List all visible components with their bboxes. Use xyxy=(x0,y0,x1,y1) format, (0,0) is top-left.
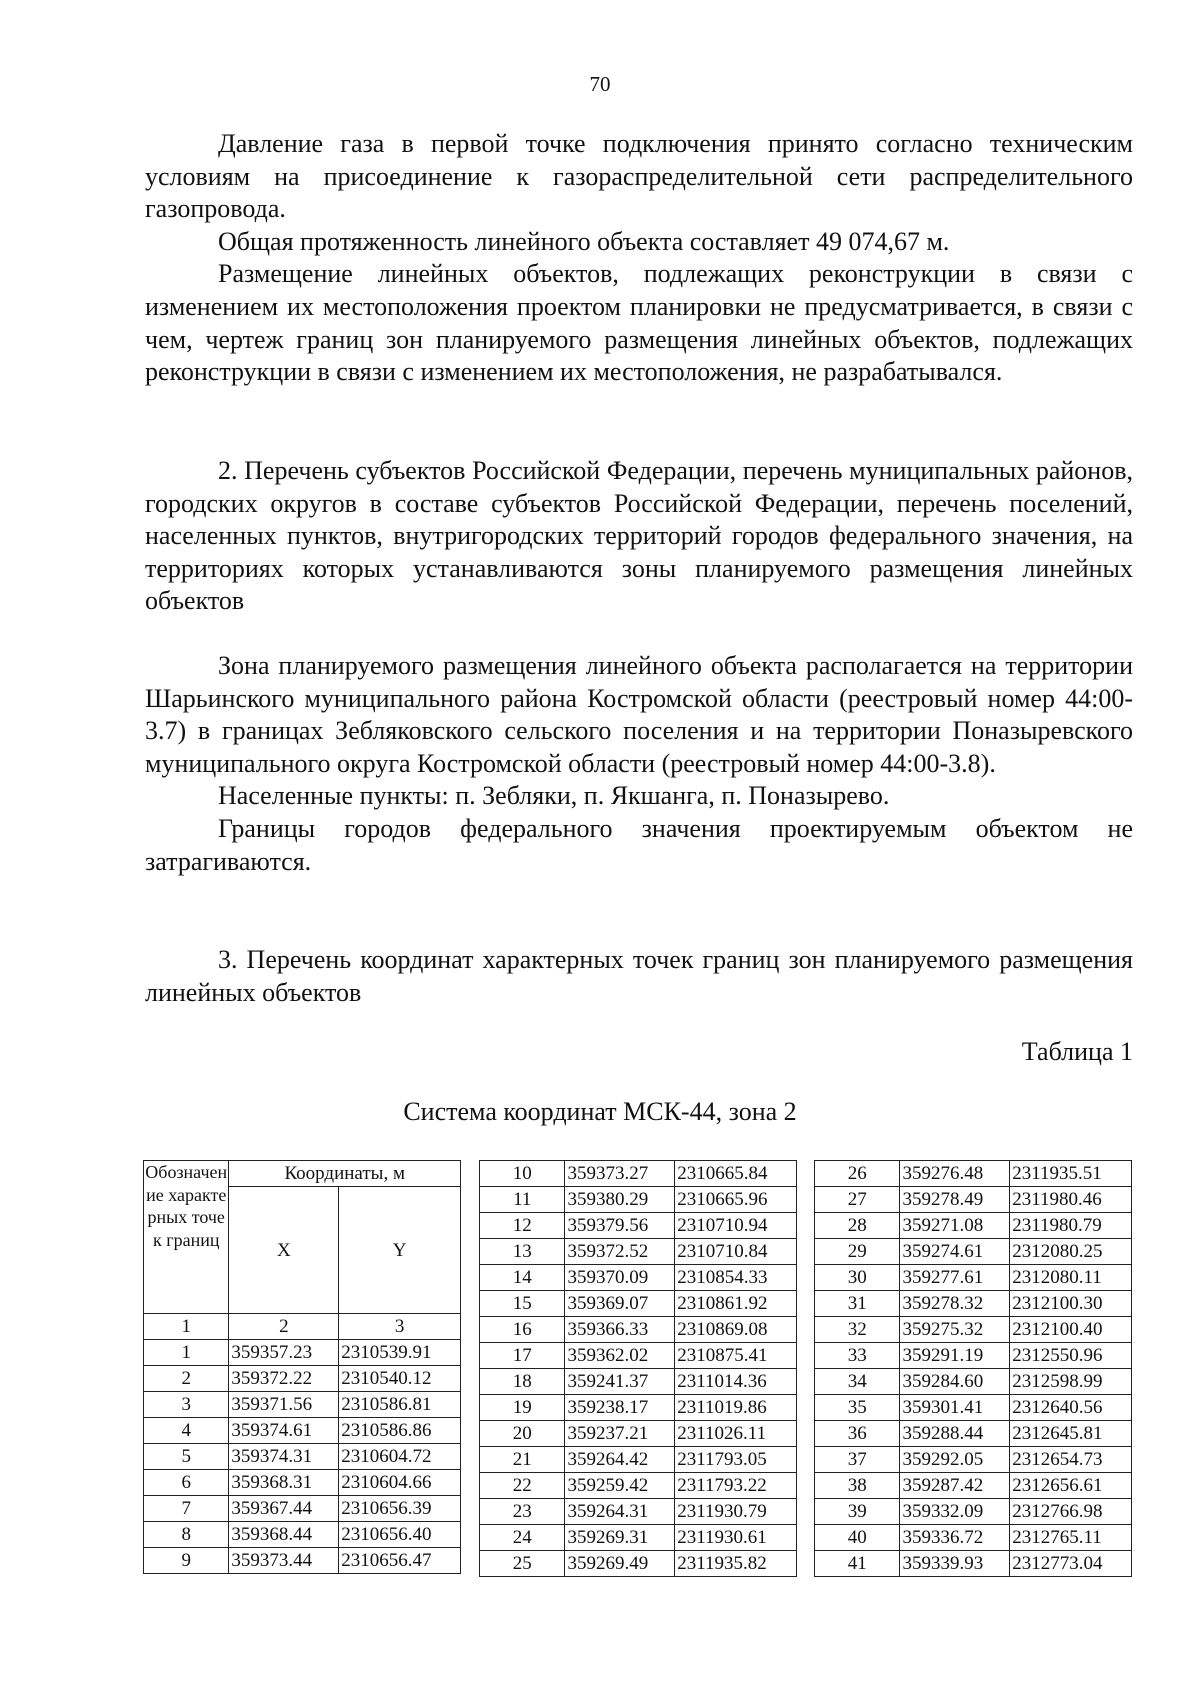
y-coordinate-cell: 2311930.79 xyxy=(675,1499,797,1525)
point-number-cell: 18 xyxy=(480,1369,565,1395)
y-coordinate-cell: 2310875.41 xyxy=(675,1343,797,1369)
y-coordinate-cell: 2312766.98 xyxy=(1010,1499,1132,1525)
table-row xyxy=(815,1291,1132,1317)
y-coordinate-cell: 2310665.96 xyxy=(675,1187,797,1213)
y-coordinate-cell: 2310710.84 xyxy=(675,1239,797,1265)
table-row xyxy=(815,1447,1132,1473)
table-row xyxy=(480,1291,797,1317)
paragraph: Зона планируемого размещения линейного объекта располагается на территории Шарьинского муниципального района Костромской области (реестровый номер 44:00-3.7) в границах Зебляковского сельского поселения и на территории Поназыревского муниципального округа Костромской области (реестровый номер 44:00-3.8). xyxy=(145,651,1133,778)
coordinates-table-part-3 xyxy=(814,1160,1132,1577)
table-row xyxy=(815,1525,1132,1551)
y-coordinate-cell: 2312598.99 xyxy=(1010,1369,1132,1395)
table-row xyxy=(480,1317,797,1343)
section-heading: 3. Перечень координат характерных точек границ зон планируемого размещения линейных объектов xyxy=(145,945,1133,1007)
table-row xyxy=(480,1239,797,1265)
x-coordinate-cell: 359368.44 xyxy=(229,1522,339,1548)
table-row xyxy=(815,1499,1132,1525)
x-coordinate-cell: 359374.31 xyxy=(229,1444,339,1470)
point-number-cell: 14 xyxy=(480,1265,565,1291)
y-coordinate-cell: 2310539.91 xyxy=(339,1340,461,1366)
point-number-cell: 16 xyxy=(480,1317,565,1343)
table-body xyxy=(815,1161,1132,1577)
y-coordinate-cell: 2312773.04 xyxy=(1010,1551,1132,1577)
point-number-cell: 35 xyxy=(815,1395,900,1421)
x-coordinate-cell: 359287.42 xyxy=(900,1473,1010,1499)
point-number-cell: 11 xyxy=(480,1187,565,1213)
x-coordinate-cell: 359336.72 xyxy=(900,1525,1010,1551)
y-header: Y xyxy=(339,1187,461,1314)
column-number: 1 xyxy=(144,1314,229,1340)
y-coordinate-cell: 2310861.92 xyxy=(675,1291,797,1317)
point-number-cell: 9 xyxy=(144,1548,229,1574)
y-coordinate-cell: 2312080.25 xyxy=(1010,1239,1132,1265)
point-number-cell: 40 xyxy=(815,1525,900,1551)
x-header: X xyxy=(229,1187,339,1314)
y-coordinate-cell: 2310586.86 xyxy=(339,1418,461,1444)
x-coordinate-cell: 359275.32 xyxy=(900,1317,1010,1343)
table-row xyxy=(144,1340,461,1366)
x-coordinate-cell: 359278.32 xyxy=(900,1291,1010,1317)
table-row xyxy=(480,1525,797,1551)
y-coordinate-cell: 2312100.40 xyxy=(1010,1317,1132,1343)
y-coordinate-cell: 2311935.82 xyxy=(675,1551,797,1577)
y-coordinate-cell: 2311930.61 xyxy=(675,1525,797,1551)
table-row xyxy=(815,1551,1132,1577)
table-row xyxy=(480,1265,797,1291)
point-number-cell: 4 xyxy=(144,1418,229,1444)
y-coordinate-cell: 2312656.61 xyxy=(1010,1473,1132,1499)
y-coordinate-cell: 2311793.05 xyxy=(675,1447,797,1473)
x-coordinate-cell: 359291.19 xyxy=(900,1343,1010,1369)
section-heading: 2. Перечень субъектов Российской Федерации, перечень муниципальных районов, городских округов в составе субъектов Российской Федерации, перечень поселений, населенных пунктов, внутригородских территорий городов федерального значения, на территориях которых устанавливаются зоны планируемого размещения линейных объектов xyxy=(145,456,1133,616)
point-number-cell: 29 xyxy=(815,1239,900,1265)
x-coordinate-cell: 359370.09 xyxy=(565,1265,675,1291)
table-row xyxy=(480,1473,797,1499)
y-coordinate-cell: 2311980.79 xyxy=(1010,1213,1132,1239)
point-number-cell: 31 xyxy=(815,1291,900,1317)
body-text-block-1 xyxy=(145,128,1133,389)
table-row xyxy=(480,1187,797,1213)
page-number: 70 xyxy=(589,72,611,96)
y-coordinate-cell: 2310586.81 xyxy=(339,1392,461,1418)
point-number-cell: 22 xyxy=(480,1473,565,1499)
column-number: 3 xyxy=(339,1314,461,1340)
point-number-cell: 33 xyxy=(815,1343,900,1369)
point-number-cell: 7 xyxy=(144,1496,229,1522)
table-row xyxy=(815,1317,1132,1343)
x-coordinate-cell: 359284.60 xyxy=(900,1369,1010,1395)
table-row xyxy=(815,1473,1132,1499)
coordinates-header: Координаты, м xyxy=(229,1161,461,1187)
point-number-cell: 34 xyxy=(815,1369,900,1395)
point-number-cell: 32 xyxy=(815,1317,900,1343)
point-number-cell: 20 xyxy=(480,1421,565,1447)
point-number-cell: 41 xyxy=(815,1551,900,1577)
x-coordinate-cell: 359357.23 xyxy=(229,1340,339,1366)
table-row xyxy=(815,1265,1132,1291)
x-coordinate-cell: 359238.17 xyxy=(565,1395,675,1421)
table-row xyxy=(815,1343,1132,1369)
x-coordinate-cell: 359264.42 xyxy=(565,1447,675,1473)
y-coordinate-cell: 2310869.08 xyxy=(675,1317,797,1343)
paragraph: Давление газа в первой точке подключения принято согласно техническим условиям на присоединение к газораспределительной сети распределительного газопровода. xyxy=(145,129,1133,224)
x-coordinate-cell: 359369.07 xyxy=(565,1291,675,1317)
point-number-cell: 39 xyxy=(815,1499,900,1525)
y-coordinate-cell: 2310710.94 xyxy=(675,1213,797,1239)
point-number-cell: 6 xyxy=(144,1470,229,1496)
point-number-cell: 10 xyxy=(480,1161,565,1187)
table-body xyxy=(480,1161,797,1577)
x-coordinate-cell: 359380.29 xyxy=(565,1187,675,1213)
table-row xyxy=(144,1444,461,1470)
table-row xyxy=(144,1496,461,1522)
point-number-cell: 30 xyxy=(815,1265,900,1291)
table-row xyxy=(480,1447,797,1473)
y-coordinate-cell: 2312645.81 xyxy=(1010,1421,1132,1447)
table-row xyxy=(815,1187,1132,1213)
x-coordinate-cell: 359277.61 xyxy=(900,1265,1010,1291)
table-row xyxy=(144,1470,461,1496)
x-coordinate-cell: 359374.61 xyxy=(229,1418,339,1444)
table-row xyxy=(815,1239,1132,1265)
paragraph: Размещение линейных объектов, подлежащих реконструкции в связи с изменением их местоположения проектом планировки не предусматривается, в связи с чем, чертеж границ зон планируемого размещения линейных объектов, подлежащих реконструкции в связи с изменением их местоположения, не разрабатывался. xyxy=(145,259,1133,387)
table-row xyxy=(480,1499,797,1525)
x-coordinate-cell: 359368.31 xyxy=(229,1470,339,1496)
x-coordinate-cell: 359366.33 xyxy=(565,1317,675,1343)
x-coordinate-cell: 359278.49 xyxy=(900,1187,1010,1213)
paragraph: Границы городов федерального значения проектируемым объектом не затрагиваются. xyxy=(145,813,1133,876)
point-number-cell: 3 xyxy=(144,1392,229,1418)
y-coordinate-cell: 2310604.66 xyxy=(339,1470,461,1496)
table-row xyxy=(144,1522,461,1548)
y-coordinate-cell: 2310665.84 xyxy=(675,1161,797,1187)
point-number-cell: 37 xyxy=(815,1447,900,1473)
table-row xyxy=(480,1395,797,1421)
x-coordinate-cell: 359271.08 xyxy=(900,1213,1010,1239)
paragraph: Населенные пункты: п. Зебляки, п. Якшанга, п. Поназырево. xyxy=(218,781,890,811)
table-row xyxy=(480,1369,797,1395)
x-coordinate-cell: 359288.44 xyxy=(900,1421,1010,1447)
table-row xyxy=(815,1213,1132,1239)
y-coordinate-cell: 2311935.51 xyxy=(1010,1161,1132,1187)
point-number-cell: 38 xyxy=(815,1473,900,1499)
x-coordinate-cell: 359301.41 xyxy=(900,1395,1010,1421)
x-coordinate-cell: 359373.44 xyxy=(229,1548,339,1574)
y-coordinate-cell: 2312100.30 xyxy=(1010,1291,1132,1317)
point-number-cell: 2 xyxy=(144,1366,229,1392)
point-number-cell: 19 xyxy=(480,1395,565,1421)
x-coordinate-cell: 359241.37 xyxy=(565,1369,675,1395)
point-number-cell: 8 xyxy=(144,1522,229,1548)
point-number-cell: 5 xyxy=(144,1444,229,1470)
table-row xyxy=(144,1548,461,1574)
point-number-cell: 27 xyxy=(815,1187,900,1213)
point-number-cell: 28 xyxy=(815,1213,900,1239)
point-number-cell: 17 xyxy=(480,1343,565,1369)
y-coordinate-cell: 2311019.86 xyxy=(675,1395,797,1421)
coordinate-system-caption: Система координат МСК-44, зона 2 xyxy=(403,1097,797,1126)
y-coordinate-cell: 2312080.11 xyxy=(1010,1265,1132,1291)
y-coordinate-cell: 2310854.33 xyxy=(675,1265,797,1291)
x-coordinate-cell: 359264.31 xyxy=(565,1499,675,1525)
y-coordinate-cell: 2310656.39 xyxy=(339,1496,461,1522)
table-row xyxy=(480,1343,797,1369)
table-row xyxy=(815,1421,1132,1447)
table-row xyxy=(480,1161,797,1187)
coordinates-table-part-2 xyxy=(479,1160,797,1577)
x-coordinate-cell: 359362.02 xyxy=(565,1343,675,1369)
y-coordinate-cell: 2311980.46 xyxy=(1010,1187,1132,1213)
y-coordinate-cell: 2311793.22 xyxy=(675,1473,797,1499)
x-coordinate-cell: 359371.56 xyxy=(229,1392,339,1418)
point-number-cell: 24 xyxy=(480,1525,565,1551)
section-2-heading xyxy=(145,455,1133,618)
body-text-block-2 xyxy=(145,650,1133,878)
y-coordinate-cell: 2310540.12 xyxy=(339,1366,461,1392)
table-row xyxy=(480,1421,797,1447)
x-coordinate-cell: 359237.21 xyxy=(565,1421,675,1447)
table-row xyxy=(815,1161,1132,1187)
table-row xyxy=(480,1213,797,1239)
point-number-cell: 1 xyxy=(144,1340,229,1366)
x-coordinate-cell: 359276.48 xyxy=(900,1161,1010,1187)
x-coordinate-cell: 359339.93 xyxy=(900,1551,1010,1577)
x-coordinate-cell: 359367.44 xyxy=(229,1496,339,1522)
point-number-cell: 12 xyxy=(480,1213,565,1239)
point-number-cell: 21 xyxy=(480,1447,565,1473)
x-coordinate-cell: 359379.56 xyxy=(565,1213,675,1239)
point-designation-header: Обозначение характерных точек границ xyxy=(144,1161,229,1314)
point-number-cell: 26 xyxy=(815,1161,900,1187)
x-coordinate-cell: 359372.52 xyxy=(565,1239,675,1265)
y-coordinate-cell: 2312654.73 xyxy=(1010,1447,1132,1473)
x-coordinate-cell: 359269.49 xyxy=(565,1551,675,1577)
section-3-heading xyxy=(145,944,1133,1009)
y-coordinate-cell: 2312640.56 xyxy=(1010,1395,1132,1421)
x-coordinate-cell: 359332.09 xyxy=(900,1499,1010,1525)
table-label: Таблица 1 xyxy=(1021,1037,1133,1066)
table-row xyxy=(144,1418,461,1444)
point-number-cell: 15 xyxy=(480,1291,565,1317)
point-number-cell: 23 xyxy=(480,1499,565,1525)
table-row xyxy=(144,1392,461,1418)
x-coordinate-cell: 359269.31 xyxy=(565,1525,675,1551)
y-coordinate-cell: 2311014.36 xyxy=(675,1369,797,1395)
table-row xyxy=(480,1551,797,1577)
paragraph: Общая протяженность линейного объекта составляет 49 074,67 м. xyxy=(218,226,950,256)
table-row xyxy=(815,1369,1132,1395)
x-coordinate-cell: 359292.05 xyxy=(900,1447,1010,1473)
x-coordinate-cell: 359372.22 xyxy=(229,1366,339,1392)
y-coordinate-cell: 2312550.96 xyxy=(1010,1343,1132,1369)
x-coordinate-cell: 359259.42 xyxy=(565,1473,675,1499)
column-number: 2 xyxy=(229,1314,339,1340)
x-coordinate-cell: 359373.27 xyxy=(565,1161,675,1187)
y-coordinate-cell: 2310656.40 xyxy=(339,1522,461,1548)
y-coordinate-cell: 2310656.47 xyxy=(339,1548,461,1574)
y-coordinate-cell: 2311026.11 xyxy=(675,1421,797,1447)
table-row xyxy=(144,1366,461,1392)
point-number-cell: 36 xyxy=(815,1421,900,1447)
table-row xyxy=(815,1395,1132,1421)
point-number-cell: 13 xyxy=(480,1239,565,1265)
point-number-cell: 25 xyxy=(480,1551,565,1577)
coordinates-table-part-1 xyxy=(143,1160,461,1574)
y-coordinate-cell: 2312765.11 xyxy=(1010,1525,1132,1551)
table-body xyxy=(144,1340,461,1574)
x-coordinate-cell: 359274.61 xyxy=(900,1239,1010,1265)
y-coordinate-cell: 2310604.72 xyxy=(339,1444,461,1470)
